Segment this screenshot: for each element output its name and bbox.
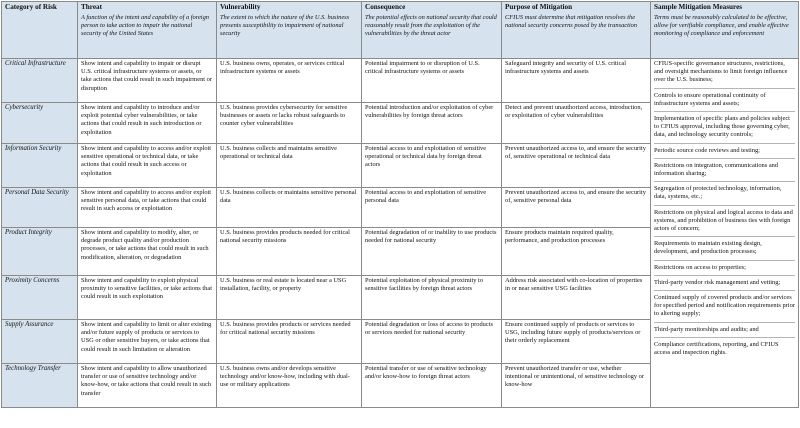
threat-cell: Show intent and capability to modify, alter, or degrade product quality and/or production processes, or take actions that could result in such modification, alteration, or degradation <box>78 228 217 276</box>
mitigation-measure: Restrictions on access to properties; <box>654 264 795 276</box>
vulnerability-cell: U.S. business provides cybersecurity for sensitive businesses or assets or lacks robust safeguards to counter cyber vulnerabilities <box>217 103 362 144</box>
risk-category: Personal Data Security <box>2 188 78 228</box>
header-title: Consequence <box>365 3 406 11</box>
purpose-cell: Detect and prevent unauthorized access, introduction, or exploitation of cyber vulnerabilities <box>502 103 651 144</box>
risk-category: Technology Transfer <box>2 364 78 408</box>
header-title: Category of Risk <box>5 3 57 11</box>
header-vulnerability <box>217 2 362 59</box>
mitigation-measure: Continued supply of covered products and/or services for specified period and notification requirements prior to altering supply; <box>654 294 795 323</box>
mitigation-measure: Segregation of protected technology, information, data, systems, etc.; <box>654 185 795 205</box>
mitigation-measure: Controls to ensure operational continuity of infrastructure systems and assets; <box>654 92 795 112</box>
risk-category: Product Integrity <box>2 228 78 276</box>
header-row <box>2 2 799 59</box>
risk-mitigation-table <box>1 1 799 408</box>
consequence-cell: Potential access to and exploitation of sensitive operational or technical data by foreign threat actors <box>362 144 502 188</box>
mitigation-measure: Periodic source code reviews and testing; <box>654 147 795 159</box>
mitigation-measure: Requirements to maintain existing design, development, and production processes; <box>654 240 795 260</box>
header-title: Vulnerability <box>220 3 261 11</box>
mitigation-measure: Restrictions on integration, communications and information sharing; <box>654 162 795 182</box>
mitigation-measure: Restrictions on physical and logical access to data and systems, and prohibition of business ties with foreign actors of concern; <box>654 209 795 238</box>
consequence-cell: Potential introduction and/or exploitation of cyber vulnerabilities by foreign threat actors <box>362 103 502 144</box>
header-description: Terms must be reasonably calculated to be effective, allow for verifiable compliance, and enable effective monitoring of compliance and enforcement <box>654 14 789 38</box>
threat-cell: Show intent and capability to access and/or exploit sensitive operational or technical data, or take actions that could result in such access or exploitation <box>78 144 217 188</box>
consequence-cell: Potential impairment to or disruption of U.S. critical infrastructure systems or assets <box>362 59 502 103</box>
purpose-cell: Address risk associated with co-location of properties in or near sensitive USG facilities <box>502 276 651 320</box>
vulnerability-cell: U.S. business or real estate is located near a USG installation, facility, or property <box>217 276 362 320</box>
purpose-cell: Ensure products maintain required quality, performance, and production processes <box>502 228 651 276</box>
mitigation-measure: Compliance certifications, reporting, and CFIUS access and inspection rights. <box>654 340 779 357</box>
header-description: The potential effects on national security that could reasonably result from the exploitation of the vulnerabilities by the threat actor <box>365 14 497 38</box>
header-sample-measures <box>651 2 799 59</box>
vulnerability-cell: U.S. business provides products needed for critical national security missions <box>217 228 362 276</box>
header-consequence <box>362 2 502 59</box>
threat-cell: Show intent and capability to allow unauthorized transfer or use of sensitive technology and/or know-how, or take actions that could result in such transfer <box>78 364 217 408</box>
header-description: A function of the intent and capability of a foreign person to take action to impair the national security of the United States <box>81 14 209 38</box>
header-category <box>2 2 78 59</box>
mitigation-measure: CFIUS-specific governance structures, restrictions, and oversight mechanisms to limit foreign influence over the U.S. business; <box>654 60 795 89</box>
threat-cell: Show intent and capability to exploit physical proximity to sensitive facilities, or take actions that could result in such exploitation <box>78 276 217 320</box>
table-row <box>2 59 799 103</box>
purpose-cell: Ensure continued supply of products or services to USG, including future supply of products/services or their orderly replacement <box>502 320 651 364</box>
vulnerability-cell: U.S. business collects and maintains sensitive operational or technical data <box>217 144 362 188</box>
vulnerability-cell: U.S. business provides products or services needed for critical national security missions <box>217 320 362 364</box>
risk-category: Critical Infrastructure <box>2 59 78 103</box>
header-description: The extent to which the nature of the U.S. business presents susceptibility to impairment of national security <box>220 14 350 38</box>
risk-category: Supply Assurance <box>2 320 78 364</box>
purpose-cell: Prevent unauthorized access to, and ensure the security of, sensitive operational or technical data <box>502 144 651 188</box>
vulnerability-cell: U.S. business owns and/or develops sensitive technology and/or know-how, including with dual-use or military applications <box>217 364 362 408</box>
threat-cell: Show intent and capability to impair or disrupt U.S. critical infrastructure systems or assets, or take actions that could result in such impairment or disruption <box>78 59 217 103</box>
consequence-cell: Potential access to and exploitation of sensitive personal data <box>362 188 502 228</box>
consequence-cell: Potential degradation or loss of access to products or services needed for national security <box>362 320 502 364</box>
risk-category: Proximity Concerns <box>2 276 78 320</box>
header-title: Threat <box>81 3 103 11</box>
header-title: Sample Mitigation Measures <box>654 3 743 11</box>
header-threat <box>78 2 217 59</box>
header-purpose <box>502 2 651 59</box>
threat-cell: Show intent and capability to introduce and/or exploit potential cyber vulnerabilities, or take actions that could result in such introduction or exploitation <box>78 103 217 144</box>
mitigation-measure: Implementation of specific plans and policies subject to CFIUS approval, including those governing cyber, data, and technology security controls; <box>654 115 795 144</box>
consequence-cell: Potential exploitation of physical proximity to sensitive facilities by foreign threat actors <box>362 276 502 320</box>
purpose-cell: Prevent unauthorized access to, and ensure the security of, sensitive personal data <box>502 188 651 228</box>
header-title: Purpose of Mitigation <box>505 3 573 11</box>
sample-mitigation-measures <box>651 59 799 408</box>
threat-cell: Show intent and capability to limit or alter existing and/or future supply of products or services to USG or other sensitive buyers, or take actions that could result in such limitation or alteration <box>78 320 217 364</box>
risk-category: Cybersecurity <box>2 103 78 144</box>
consequence-cell: Potential degradation of or inability to use products needed for national security <box>362 228 502 276</box>
purpose-cell: Safeguard integrity and security of U.S. critical infrastructure systems and assets <box>502 59 651 103</box>
vulnerability-cell: U.S. business collects or maintains sensitive personal data <box>217 188 362 228</box>
mitigation-measure: Third-party monitorships and audits; and <box>654 326 795 338</box>
vulnerability-cell: U.S. business owns, operates, or services critical infrastructure systems or assets <box>217 59 362 103</box>
risk-category: Information Security <box>2 144 78 188</box>
threat-cell: Show intent and capability to access and/or exploit sensitive personal data, or take actions that could result in such access or exploitation <box>78 188 217 228</box>
purpose-cell: Prevent unauthorized transfer or use, whether intentional or unintentional, of sensitive technology or know-how <box>502 364 651 408</box>
mitigation-measure: Third-party vendor risk management and vetting; <box>654 279 795 291</box>
header-description: CFIUS must determine that mitigation resolves the national security concerns posed by the transaction <box>505 14 638 30</box>
consequence-cell: Potential transfer or use of sensitive technology and/or know-how to foreign threat actors <box>362 364 502 408</box>
